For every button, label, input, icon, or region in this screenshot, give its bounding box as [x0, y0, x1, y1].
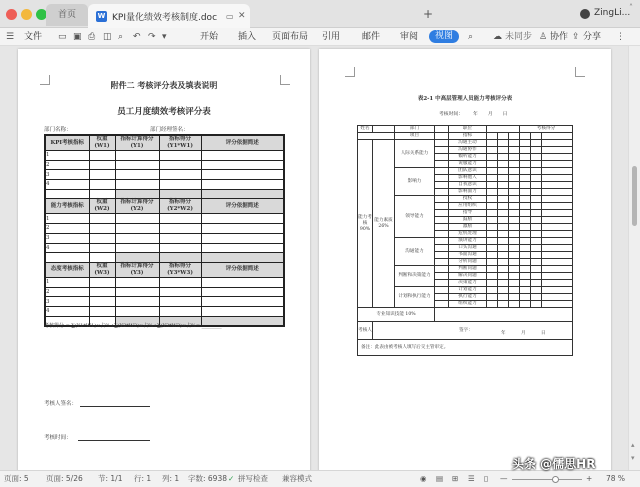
header-cell: 评分依据简述 [201, 135, 284, 151]
table-row [45, 277, 284, 287]
item-cell: 解决问题 [449, 273, 487, 280]
more-icon[interactable]: ▾ [162, 32, 167, 42]
web-layout-icon[interactable]: ⊞ [452, 474, 459, 483]
zoom-level[interactable]: 78 % [606, 474, 626, 483]
review-date-label: 考核时间： [44, 435, 72, 441]
day-label: 日 [541, 331, 546, 336]
review-date-row [439, 110, 507, 117]
status-bar [0, 470, 640, 487]
scroll-up-icon[interactable]: ▴ [631, 441, 635, 449]
table-row [358, 308, 573, 322]
row-mark: 2 [45, 160, 89, 170]
item-cell: 计划能力 [449, 287, 487, 294]
undo-icon[interactable]: ↶ [133, 32, 141, 42]
ability-table [357, 125, 573, 356]
check-icon: ✓ [228, 474, 235, 483]
format-painter-icon[interactable]: ⌕ [118, 32, 124, 42]
header-cell: 指标得分 (Y2*W2) [159, 199, 201, 214]
header-row [358, 133, 573, 140]
table-row [45, 243, 284, 253]
category-cell: 领导能力 [395, 196, 435, 238]
item-cell: 影响面力 [449, 189, 487, 196]
item-cell: 激励 [449, 224, 487, 231]
reviewee-sign-label: 考核人签名： [44, 401, 78, 407]
header-cell: 指标得分 (Y1*W1) [159, 135, 201, 151]
item-cell: 演讲能力 [449, 238, 487, 245]
item-cell: 判断问题 [449, 266, 487, 273]
header-cell: 权重 (W1) [89, 135, 115, 151]
day-label: 日 [502, 112, 508, 117]
ribbon-tab-reference[interactable]: 引用 [322, 32, 341, 42]
collaborate-button[interactable]: 协作 [550, 32, 569, 42]
margin-mark [575, 67, 585, 77]
item-cell: 说服能力 [449, 161, 487, 168]
spell-check-button[interactable]: 拼写检查 [238, 474, 268, 483]
minimize-window-button[interactable] [21, 9, 32, 20]
item-cell: 影响他人 [449, 175, 487, 182]
table-row [45, 170, 284, 180]
month-label: 月 [487, 112, 493, 117]
item-cell: 分析问题 [449, 259, 487, 266]
table-row [45, 287, 284, 297]
header-cell: 指标计算得分 (Y1) [115, 135, 159, 151]
zoom-slider-thumb[interactable] [552, 476, 559, 483]
document-tab-title: KPI量化绩效考核制度.doc [112, 12, 218, 23]
reviewer-cell: 考核人 [358, 322, 373, 340]
ribbon-tab-review[interactable]: 审阅 [400, 32, 419, 42]
row-mark: 1 [45, 214, 89, 224]
collaborate-icon[interactable]: ♙ [539, 32, 548, 42]
item-cell: 危机处理 [449, 231, 487, 238]
sign-label: 签字： [459, 327, 473, 333]
redo-icon[interactable]: ↷ [148, 32, 156, 42]
header-cell: KPI考核指标 [45, 135, 89, 151]
ribbon-toolbar [0, 28, 640, 46]
zoom-out-button[interactable]: — [500, 474, 508, 483]
item-cell: 倾听能力 [449, 154, 487, 161]
row-mark: 1 [45, 151, 89, 161]
ribbon-tab-home[interactable]: 开始 [200, 32, 219, 42]
zoom-slider[interactable] [512, 479, 582, 480]
item-cell: 组织能力 [449, 301, 487, 308]
header-cell: 能力考核指标 [45, 199, 89, 214]
table-row [45, 214, 284, 224]
table-row [45, 224, 284, 234]
page-count[interactable]: 页面: 5/26 [46, 474, 83, 483]
attitude-header-row [45, 262, 284, 277]
row-mark: 2 [45, 287, 89, 297]
share-icon[interactable]: ⇪ [572, 32, 580, 42]
document-workspace[interactable] [0, 46, 628, 470]
word-count[interactable]: 字数: 6938 [188, 474, 227, 483]
row-mark: 4 [45, 243, 89, 253]
user-name[interactable]: ZingLi... [594, 8, 631, 18]
indicator-head: 指标 [449, 133, 487, 140]
preview-icon[interactable]: ◫ [103, 32, 112, 42]
table-row [358, 140, 573, 147]
user-avatar[interactable] [580, 9, 590, 19]
row-mark: 3 [45, 297, 89, 307]
header-cell: 权重 (W3) [89, 262, 115, 277]
month-label: 月 [521, 331, 526, 336]
ability-header-row [45, 199, 284, 214]
item-cell: 决策能力 [449, 280, 487, 287]
zoom-in-button[interactable]: + [586, 474, 593, 483]
header-cell: 指标得分 (Y3*W3) [159, 262, 201, 277]
cloud-icon[interactable]: ☁ [493, 32, 502, 42]
dept-head: 部门 [395, 126, 435, 133]
sync-status[interactable]: 未同步 [505, 32, 533, 42]
date-line [78, 440, 150, 441]
dept-label: 部门名称： [44, 127, 72, 133]
reading-icon[interactable]: ▯ [484, 474, 489, 483]
row-mark: 2 [45, 224, 89, 234]
item-cell: 书面沟通 [449, 252, 487, 259]
competency-weight-cell: 能力素质 26% [373, 140, 395, 308]
ribbon-tab-insert[interactable]: 插入 [238, 32, 257, 42]
file-menu[interactable]: 文件 [24, 32, 43, 42]
manager-label: 部门经理签名： [150, 127, 189, 133]
table-row [45, 306, 284, 316]
item-cell: 口头沟通 [449, 245, 487, 252]
date-label: 考核时间： [439, 112, 463, 117]
item-cell: 鼓励 [449, 217, 487, 224]
category-cell: 计划和执行能力 [395, 287, 435, 308]
item-cell: 团队意识 [449, 168, 487, 175]
section-indicator: 节: 1/1 [98, 474, 123, 483]
category-cell: 影响力 [395, 168, 435, 196]
item-cell: 指导 [449, 210, 487, 217]
table-row [45, 297, 284, 307]
header-row [358, 126, 573, 133]
save-icon[interactable]: ▣ [73, 32, 82, 42]
header-cell: 权重 (W2) [89, 199, 115, 214]
header-cell: 指标计算得分 (Y3) [115, 262, 159, 277]
margin-mark [345, 67, 355, 77]
kpi-header-row [45, 135, 284, 151]
header-cell: 态度考核指标 [45, 262, 89, 277]
line-indicator: 行: 1 [134, 474, 152, 483]
item-cell: 应用组织 [449, 203, 487, 210]
tab-home[interactable]: 首页 [46, 4, 88, 26]
item-cell: 授权 [449, 196, 487, 203]
row-mark: 3 [45, 233, 89, 243]
document-page-5[interactable] [18, 49, 310, 470]
item-cell: 自我意识 [449, 182, 487, 189]
header-cell: 评分依据简述 [201, 199, 284, 214]
category-cell: 沟通能力 [395, 238, 435, 266]
ribbon-tab-mail[interactable]: 邮件 [362, 32, 381, 42]
score-formula: 考核得分 = ∑(Y1*W1)×占%+∑(Y2*W2)×占%+∑(Y3*W3)×占%= ________ [44, 323, 222, 329]
print-icon[interactable]: ⎙ [88, 32, 96, 42]
table-row [45, 253, 284, 263]
appendix-title: 附件二 考核评分表及填表说明 [110, 80, 218, 90]
year-label: 年 [473, 112, 478, 117]
note-row [358, 340, 573, 356]
ability-weight-cell: 能力考核 90% [358, 140, 373, 308]
layout-icon[interactable]: ▤ [436, 474, 444, 483]
note-cell: 备注：此表由被考核人填写后交主管审定。 [358, 340, 573, 356]
column-indicator: 列: 1 [162, 474, 180, 483]
title-bar [0, 0, 640, 28]
open-folder-icon[interactable]: ▭ [58, 32, 67, 42]
item-cell: 执行能力 [449, 294, 487, 301]
evaluation-table [44, 134, 285, 327]
year-label: 年 [501, 331, 506, 336]
new-tab-button[interactable]: + [423, 7, 434, 21]
table-row [45, 151, 284, 161]
table-title: 表2-1 中高层管理人员能力考核评分表 [417, 96, 513, 102]
table-row [45, 180, 284, 190]
watermark: 头条 @儒思HR [512, 457, 596, 471]
position-head: 职位 [449, 126, 487, 133]
item-cell: 沟通协作 [449, 147, 487, 154]
skill-weight-cell: 专业知识技能 10% [358, 308, 435, 322]
item-cell: 沟通主动 [449, 140, 487, 147]
scrollbar-thumb[interactable] [632, 166, 637, 226]
review-row [358, 322, 573, 340]
pin-icon[interactable]: ▭ [226, 11, 234, 21]
share-button[interactable]: 分享 [583, 32, 602, 42]
name-head: 姓名 [358, 126, 373, 133]
score-head: 考核得分 [520, 126, 573, 133]
category-cell: 人际关系能力 [395, 140, 435, 168]
scroll-down-icon[interactable]: ▾ [631, 454, 635, 462]
header-cell: 评分依据简述 [201, 262, 284, 277]
table-row [45, 233, 284, 243]
row-mark: 3 [45, 170, 89, 180]
category-cell: 判断和决策能力 [395, 266, 435, 287]
more-options-icon[interactable]: ⋮ [616, 32, 625, 42]
eye-icon[interactable]: ◉ [420, 474, 427, 483]
table-row [45, 189, 284, 199]
window-menu-icon[interactable]: ˄ [629, 3, 633, 12]
row-mark: 4 [45, 180, 89, 190]
signature-cell [373, 322, 573, 340]
form-title: 员工月度绩效考核评分表 [117, 107, 211, 117]
hamburger-icon[interactable]: ☰ [6, 32, 15, 42]
row-mark: 1 [45, 277, 89, 287]
ribbon-tab-view[interactable]: 视图 [429, 30, 459, 43]
tab-document[interactable] [88, 4, 250, 28]
close-window-button[interactable] [6, 9, 17, 20]
word-doc-icon: W [97, 11, 106, 20]
page-number: 页面: 5 [4, 474, 29, 483]
table-row [45, 160, 284, 170]
outline-icon[interactable]: ☰ [468, 474, 475, 483]
compat-mode-label: 兼容模式 [282, 474, 312, 483]
search-icon[interactable]: ⌕ [468, 32, 474, 42]
signature-line [80, 406, 150, 407]
header-cell: 指标计算得分 (Y2) [115, 199, 159, 214]
row-mark: 4 [45, 306, 89, 316]
vertical-scrollbar[interactable] [628, 46, 640, 470]
ribbon-tab-layout[interactable]: 页面布局 [272, 32, 309, 42]
project-head: 项目 [395, 133, 435, 140]
tab-close-icon[interactable]: ✕ [238, 11, 246, 21]
document-page-6[interactable] [319, 49, 611, 470]
